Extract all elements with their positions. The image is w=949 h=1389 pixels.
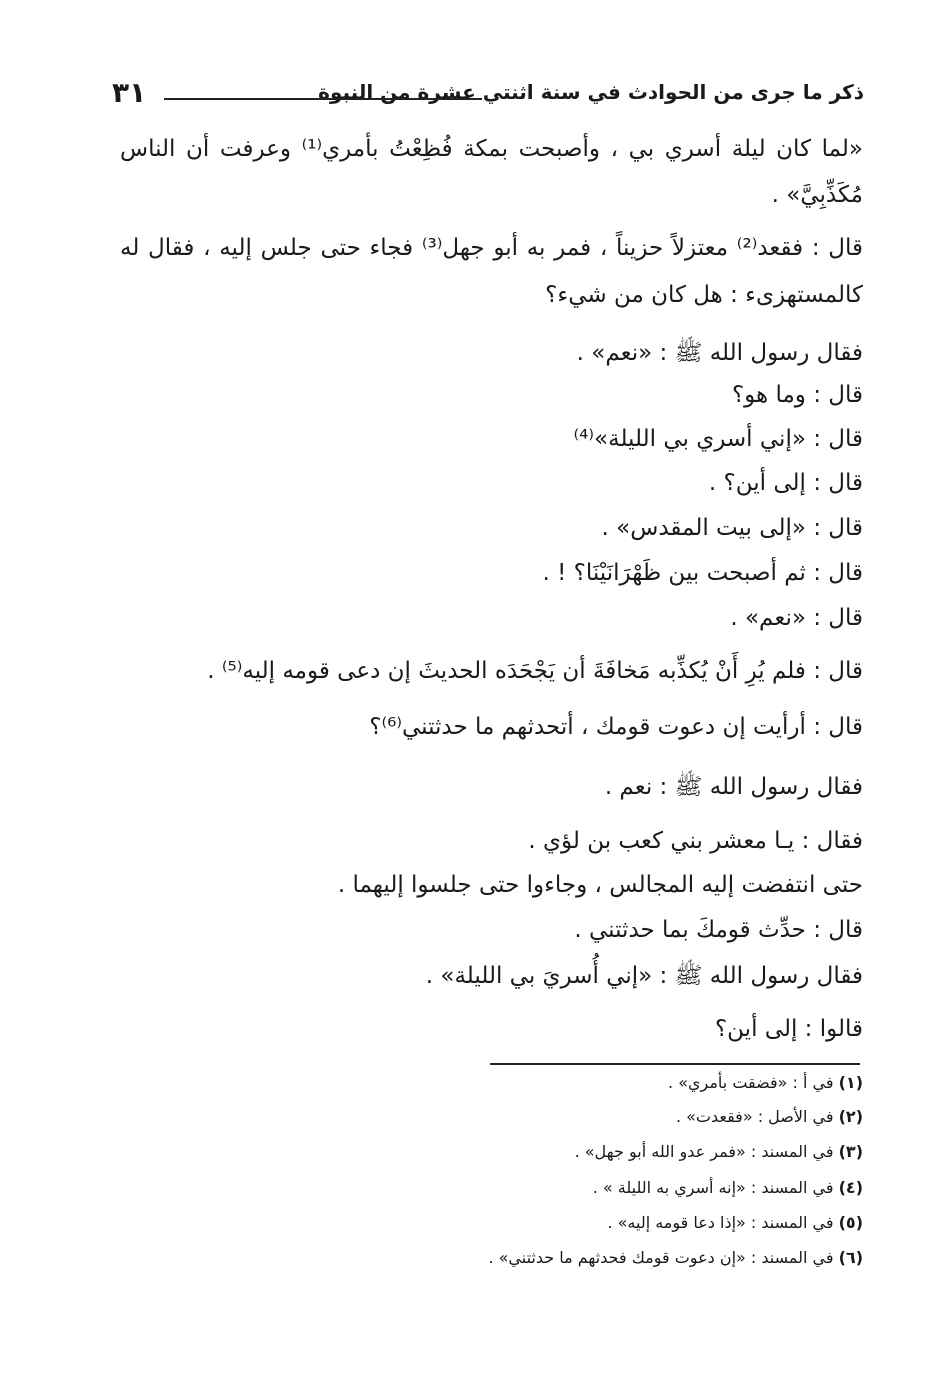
footnote-separator xyxy=(490,1063,860,1065)
header-title: ذكر ما جرى من الحوادث في سنة اثنتي عشرة من النبوة xyxy=(318,80,864,104)
footnote-number: (٥) xyxy=(838,1213,863,1232)
body-line: حتى انتفضت إليه المجالس ، وجاءوا حتى جلسوا إليهما . xyxy=(337,872,863,898)
footnote-6 xyxy=(488,1248,863,1267)
footnote-text: في أ : «فضقت بأمري» . xyxy=(668,1073,834,1092)
footnote-2 xyxy=(676,1107,863,1126)
body-line: قال : حدِّث قومكَ بما حدثتني . xyxy=(574,917,863,943)
body-line: كالمستهزىء : هل كان من شيء؟ xyxy=(545,282,863,308)
body-line: قال : إلى أين؟ . xyxy=(708,470,863,496)
running-header xyxy=(112,76,864,116)
footnote-number: (٦) xyxy=(838,1248,863,1267)
body-line: فقال : يـا معشر بني كعب بن لؤي . xyxy=(528,828,863,854)
body-line: قال : ثم أصبحت بين ظَهْرَانَيْنَا؟ ! . xyxy=(542,560,863,586)
header-rule xyxy=(164,98,482,100)
footnote-text: في المسند : «إن دعوت قومك فحدثهم ما حدثتني» . xyxy=(488,1248,834,1267)
body-line: فقال رسول الله ﷺ : «إني أُسريَ بي الليلة» . xyxy=(425,963,863,989)
footnote-text: في المسند : «إذا دعا قومه إليه» . xyxy=(607,1213,834,1232)
body-line: قال : فقعد⁽²⁾ معتزلاً حزيناً ، فمر به أبو جهل⁽³⁾ فجاء حتى جلس إليه ، فقال له xyxy=(120,235,864,261)
footnote-1 xyxy=(668,1073,863,1092)
footnote-4 xyxy=(593,1178,863,1197)
footnote-number: (١) xyxy=(838,1073,863,1092)
body-line: قالوا : إلى أين؟ xyxy=(714,1016,863,1042)
footnote-text: في المسند : «فمر عدو الله أبو جهل» . xyxy=(574,1142,834,1161)
body-line: قال : «نعم» . xyxy=(730,605,863,631)
body-line: قال : «إني أسري بي الليلة»⁽⁴⁾ xyxy=(573,426,863,452)
footnote-number: (٢) xyxy=(838,1107,863,1126)
body-line: قال : وما هو؟ xyxy=(731,382,863,408)
footnote-number: (٣) xyxy=(838,1142,863,1161)
page-number: ٣١ xyxy=(112,76,147,109)
body-line: قال : «إلى بيت المقدس» . xyxy=(601,515,863,541)
body-line: مُكَذِّبِيَّ» . xyxy=(771,182,863,208)
body-line: «لما كان ليلة أسري بي ، وأصبحت بمكة فُظِعْتُ بأمري⁽¹⁾ وعرفت أن الناس xyxy=(120,136,863,162)
footnote-text: في الأصل : «فقعدت» . xyxy=(675,1107,834,1126)
body-line: فقال رسول الله ﷺ : «نعم» . xyxy=(576,340,863,366)
body-line: قال : أرأيت إن دعوت قومك ، أتحدثهم ما حدثتني⁽⁶⁾؟ xyxy=(369,714,863,740)
footnote-5 xyxy=(607,1213,863,1232)
footnote-3 xyxy=(575,1142,863,1161)
footnote-text: في المسند : «إنه أسري به الليلة » . xyxy=(592,1178,834,1197)
footnote-number: (٤) xyxy=(838,1178,863,1197)
body-line: قال : فلم يُرِ أَنْ يُكذِّبه مَخافَةَ أن يَجْحَدَه الحديثَ إن دعى قومه إليه⁽⁵⁾ . xyxy=(207,658,863,684)
body-line: فقال رسول الله ﷺ : نعم . xyxy=(604,774,863,800)
